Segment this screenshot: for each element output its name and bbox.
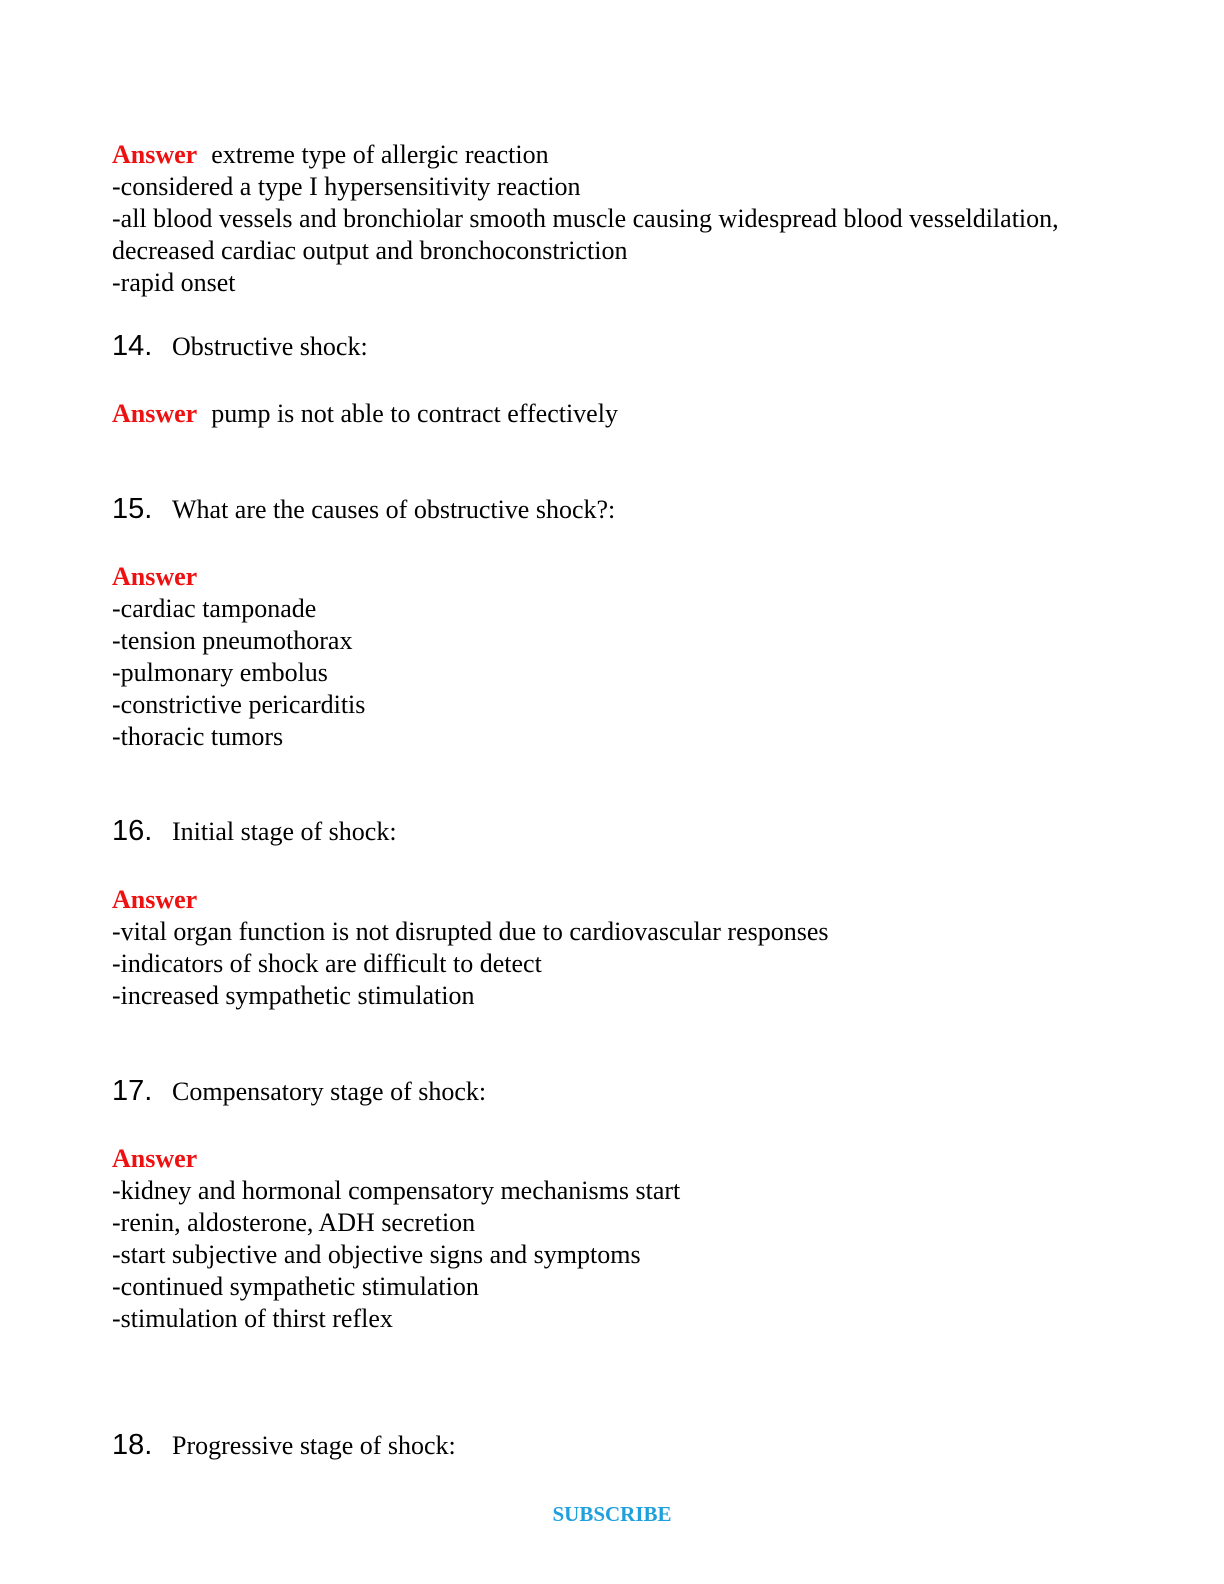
answer-label: Answer (112, 562, 198, 591)
answer-line: -rapid onset (112, 268, 236, 297)
question-14 (112, 330, 368, 370)
subscribe-link[interactable]: SUBSCRIBE (552, 1502, 672, 1526)
question-number: 18. (112, 1429, 153, 1461)
answer-label: Answer (112, 1144, 198, 1173)
answer-line: -renin, aldosterone, ADH secretion (112, 1208, 476, 1237)
answer-line: -continued sympathetic stimulation (112, 1272, 479, 1301)
question-number: 17. (112, 1075, 153, 1107)
answer-line: -thoracic tumors (112, 722, 284, 751)
answer-text: pump is not able to contract effectively (211, 399, 618, 428)
answer-block-17 (112, 1143, 1122, 1335)
answer-line (112, 1143, 1122, 1175)
answer-line: -considered a type I hypersensitivity reaction (112, 172, 581, 201)
answer-line: -tension pneumothorax (112, 626, 353, 655)
answer-line: -vital organ function is not disrupted due to cardiovascular responses (112, 917, 829, 946)
answer-line: -cardiac tamponade (112, 594, 317, 623)
answer-line (112, 561, 1122, 593)
question-15 (112, 493, 615, 533)
answer-block-13 (112, 139, 1122, 299)
answer-label: Answer (112, 140, 198, 169)
answer-label: Answer (112, 885, 198, 914)
question-text: Compensatory stage of shock: (172, 1077, 487, 1106)
answer-line: decreased cardiac output and bronchoconstriction (112, 236, 628, 265)
answer-line: -indicators of shock are difficult to detect (112, 949, 542, 978)
answer-line: -kidney and hormonal compensatory mechanisms start (112, 1176, 681, 1205)
question-number: 16. (112, 815, 153, 847)
answer-block-14 (112, 398, 1122, 430)
answer-line (112, 884, 1122, 916)
answer-line: -start subjective and objective signs and symptoms (112, 1240, 641, 1269)
answer-line: -all blood vessels and bronchiolar smooth muscle causing widespread blood vesseldilation, (112, 204, 1059, 233)
answer-block-16 (112, 884, 1122, 1012)
answer-label: Answer (112, 399, 198, 428)
question-text: What are the causes of obstructive shock?: (172, 495, 616, 524)
question-text: Obstructive shock: (172, 332, 368, 361)
answer-line: -pulmonary embolus (112, 658, 328, 687)
question-number: 14. (112, 330, 153, 362)
answer-line (112, 398, 1122, 430)
answer-line (112, 139, 1122, 171)
question-17 (112, 1075, 486, 1115)
answer-block-15 (112, 561, 1122, 753)
question-16 (112, 815, 397, 855)
answer-text: extreme type of allergic reaction (211, 140, 549, 169)
question-18 (112, 1429, 456, 1469)
answer-line: -constrictive pericarditis (112, 690, 366, 719)
question-text: Initial stage of shock: (172, 817, 397, 846)
question-number: 15. (112, 493, 153, 525)
answer-line: -increased sympathetic stimulation (112, 981, 475, 1010)
answer-line: -stimulation of thirst reflex (112, 1304, 393, 1333)
question-text: Progressive stage of shock: (172, 1431, 456, 1460)
